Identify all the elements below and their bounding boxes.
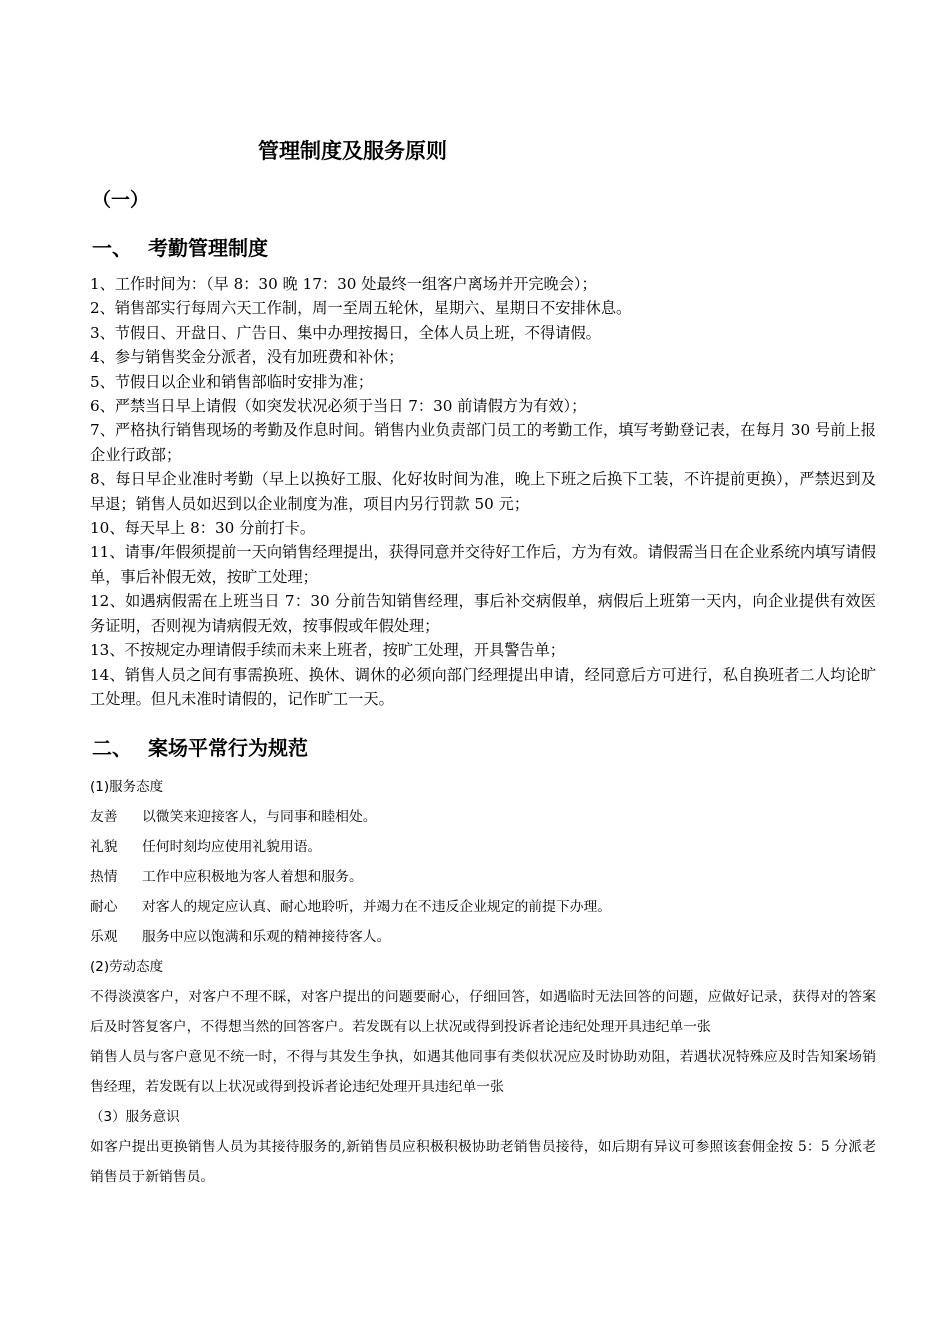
section-heading-conduct [92,733,308,763]
section-heading-attendance [92,233,268,263]
document-title: 管理制度及服务原则 [258,139,447,163]
rule-item: 5、节假日以企业和销售部临时安排为准； [90,372,374,391]
rule-item: 12、如遇病假需在上班当日 7：30 分前告知销售经理，事后补交病假单，病假后上班第一天内，向企业提供有效医务证明，否则视为请病假无效，按事假或年假处理； [90,592,876,635]
attitude-term: 热情 [90,869,118,885]
attitude-text: 以微笑来迎接客人，与同事和睦相处。 [142,809,377,825]
attitude-term: 礼貌 [90,839,118,855]
rule-item: 1、工作时间为：（早 8：30 晚 17：30 处最终一组客户离场并开完晚会）； [90,275,597,293]
attitude-item [90,892,876,922]
attitude-item [90,802,876,832]
rule-item: 13、不按规定办理请假手续而未来上班者，按旷工处理，开具警告单； [90,641,565,660]
subsection-title: （3）服务意识 [90,1109,180,1125]
rule-item: 8、每日早企业准时考勤（早上以换好工服、化好妆时间为准，晚上下班之后换下工装，不许提前更换），严禁迟到及早退；销售人员如迟到以企业制度为准，项目内另行罚款 50 元； [90,470,876,513]
section-number: 一、 [92,236,132,260]
attitude-item [90,862,876,892]
conduct-rules [90,772,876,1192]
attendance-rules [90,272,876,711]
section-title: 案场平常行为规范 [148,736,308,760]
part-label: （一） [92,189,150,211]
rule-item: 14、销售人员之间有事需换班、换休、调休的必须向部门经理提出申请，经同意后方可进行，私自换班者二人均论旷工处理。但凡未准时请假的，记作旷工一天。 [90,665,876,708]
labor-paragraph: 销售人员与客户意见不统一时，不得与其发生争执，如遇其他同事有类似状况应及时协助劝阻，若遇状况特殊应及时告知案场销售经理，若发既有以上状况或得到投诉者论违纪处理开具违纪单一张 [90,1049,876,1095]
attitude-text: 对客人的规定应认真、耐心地聆听，并竭力在不违反企业规定的前提下办理。 [142,899,612,915]
rule-item: 6、严禁当日早上请假（如突发状况必须于当日 7：30 前请假方为有效）； [90,397,587,416]
rule-item: 7、严格执行销售现场的考勤及作息时间。销售内业负责部门员工的考勤工作，填写考勤登记表，在每月 30 号前上报企业行政部； [90,421,876,464]
rule-item: 2、销售部实行每周六天工作制，周一至周五轮休，星期六、星期日不安排休息。 [90,299,632,318]
subsection-title: (1)服务态度 [90,779,164,795]
rule-item: 3、节假日、开盘日、广告日、集中办理按揭日，全体人员上班，不得请假。 [90,323,601,342]
labor-paragraph: 不得淡漠客户，对客户不理不睬，对客户提出的问题要耐心，仔细回答，如遇临时无法回答的问题，应做好记录，获得对的答案后及时答复客户，不得想当然的回答客户。若发既有以上状况或得到投诉者论违纪处理开具违纪单一张 [90,989,876,1035]
attitude-item [90,832,876,862]
attitude-term: 耐心 [90,899,118,915]
subsection-title: (2)劳动态度 [90,959,164,975]
service-paragraph: 如客户提出更换销售人员为其接待服务的,新销售员应积极积极协助老销售员接待，如后期有异议可参照该套佣金按 5：5 分派老销售员于新销售员。 [90,1139,876,1185]
attitude-text: 任何时刻均应使用礼貌用语。 [142,839,322,855]
attitude-term: 友善 [90,809,118,825]
rule-item: 4、参与销售奖金分派者，没有加班费和补休； [90,348,404,367]
section-number: 二、 [92,736,132,760]
attitude-text: 工作中应积极地为客人着想和服务。 [142,869,363,885]
rule-item: 11、请事/年假须提前一天向销售经理提出，获得同意并交待好工作后，方为有效。请假需当日在企业系统内填写请假单，事后补假无效，按旷工处理； [90,543,876,586]
attitude-term: 乐观 [90,929,118,945]
section-title: 考勤管理制度 [148,236,268,260]
attitude-item [90,922,876,952]
rule-item: 10、每天早上 8：30 分前打卡。 [90,519,316,538]
attitude-text: 服务中应以饱满和乐观的精神接待客人。 [142,929,391,945]
